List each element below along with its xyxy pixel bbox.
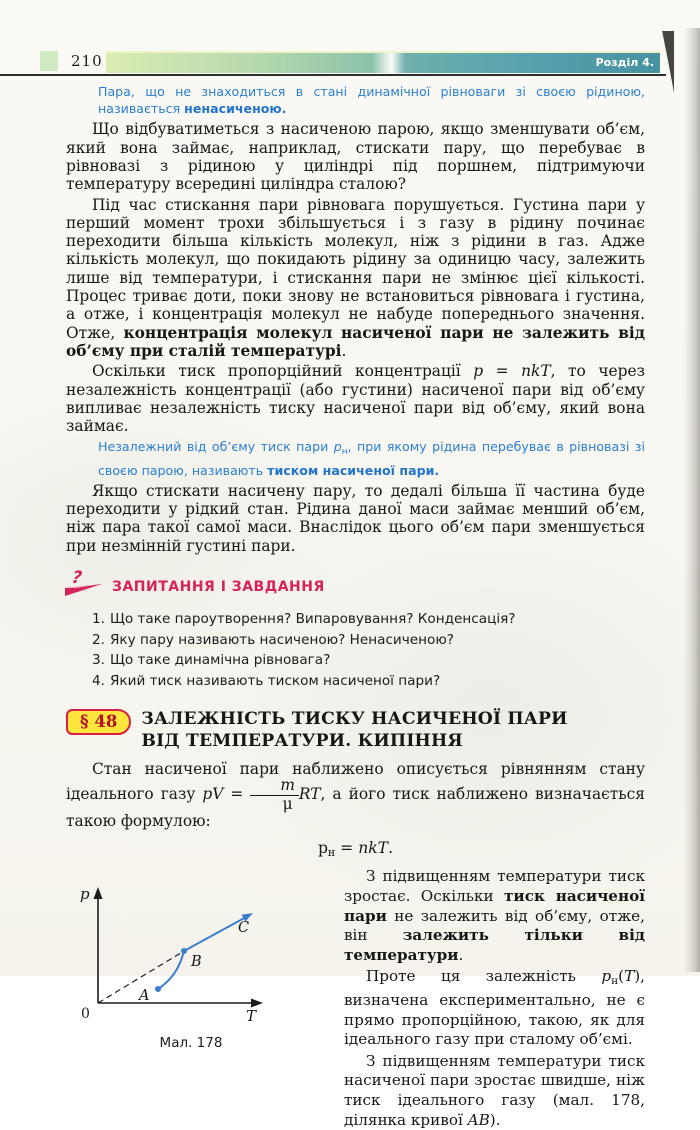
pressure-symbol: p: [317, 839, 328, 858]
inline-formula: p = nkT: [473, 362, 551, 381]
question-text: Що таке динамічна рівновага?: [109, 652, 331, 669]
text-run: Проте ця залежність: [366, 967, 602, 986]
text-run: Оскільки тиск пропорційний концентрації: [92, 362, 474, 381]
chapter-label: Розділ 4.: [595, 56, 654, 69]
body-paragraph-1: Що відбуватиметься з насиченою парою, якщо зменшувати об’єм, який вона займає, наприклад, стискати пару, що перебуває в рівновазі з рідиною у циліндрі під поршнем, підтримуючи температуру всередині циліндра сталою?: [66, 120, 645, 194]
text-run: ).: [489, 1110, 501, 1129]
equals-sign: =: [223, 785, 251, 804]
pressure-subscript: н: [611, 974, 619, 988]
question-text: Яку пару називають насиченою? Ненасиченою?: [109, 631, 455, 648]
page-content: [66, 80, 645, 1130]
section-heading: [66, 709, 645, 752]
chapter-header-bar: [106, 51, 660, 73]
text-run: , визначена експериментально, не є прямо пропорційною, такою, як для ідеального газу при сталому об’ємі.: [344, 967, 645, 1049]
point-C-label: C: [238, 920, 250, 937]
definition-term: ненасиченою.: [184, 101, 287, 117]
point-A-label: A: [139, 988, 150, 1005]
y-axis-arrow: [94, 887, 103, 899]
point-A-dot: [155, 986, 161, 992]
pressure-subscript: н: [341, 447, 348, 458]
question-text: Який тиск називають тиском насиченої пари?: [109, 672, 441, 689]
text-run: ): [634, 967, 641, 986]
question-number: 1.: [92, 611, 105, 628]
question-item: [92, 609, 645, 630]
bold-statement: концентрація молекул насиченої пари не залежить від об’єму при сталій температурі: [66, 323, 645, 360]
question-number: 2.: [92, 631, 105, 648]
definition-unsaturated: [98, 83, 645, 117]
page-number: 210: [71, 52, 103, 70]
text-run: , а його тиск наближено визначається такою формулою:: [66, 785, 645, 831]
text-run: Під час стискання пари рівновага порушується. Густина пари у перший момент трохи збільшується і з газу в рідину починає переходити більша кількість молекул, ніж з рідини в газ. Адже кількість молекул, що покидають рідину за одиницю часу, залежить лише від температури, і стискання пари не змінює цієї кількості. Процес триває доти, поки знову не встановиться рівновага і густина, а отже, і концентрація молекул не набуде попереднього значення. Отже,: [66, 195, 645, 342]
formula-expression: nkT: [358, 839, 389, 858]
temperature-symbol: T: [624, 967, 635, 986]
definition-text: Незалежний від об’єму тиск пари: [98, 439, 334, 455]
section-intro-paragraph: [66, 760, 645, 830]
pressure-symbol: p: [333, 439, 342, 455]
y-axis-label: p: [80, 885, 90, 904]
origin-label: 0: [81, 1006, 90, 1023]
header-green-block: [40, 51, 58, 71]
question-number: 4.: [92, 672, 105, 689]
question-text: Що таке пароутворення? Випаровування? Конденсація?: [109, 611, 516, 628]
body-paragraph-3: [66, 362, 645, 435]
fraction-numerator: m: [250, 778, 299, 795]
formula-pv: pV: [202, 785, 224, 804]
pressure-symbol: p: [601, 967, 612, 986]
pressure-subscript: н: [327, 846, 336, 860]
point-B-label: B: [191, 954, 202, 971]
question-mark-glyph: ?: [70, 568, 84, 589]
definition-term: тиском насиченої пари.: [267, 462, 440, 478]
questions-header: [64, 568, 645, 599]
definition-text: Пара, що не знаходиться в стані динамічної рівноваги зі своєю рідиною, називається: [98, 84, 645, 117]
definition-text: , при якому рідина перебуває в рівновазі зі своєю парою, називають: [98, 439, 646, 478]
figure-178-graph: [72, 881, 310, 1031]
text-run: Стан насиченої пари наближено описується рівнянням стану ідеального: [66, 760, 645, 804]
x-axis-label: T: [246, 1007, 257, 1026]
text-run: газу: [160, 785, 203, 804]
question-flag-icon: [64, 568, 104, 599]
fraction-denominator: μ: [282, 794, 293, 813]
question-item: [92, 671, 645, 692]
fraction-m-over-mu: [250, 778, 299, 812]
bold-term: залежить тільки від температури: [344, 926, 646, 964]
definition-saturated-pressure: [98, 438, 645, 478]
section-title-line1: ЗАЛЕЖНІСТЬ ТИСКУ НАСИЧЕНОЇ ПАРИ: [141, 709, 568, 730]
curve-segment-ref: AB: [467, 1110, 490, 1129]
text-run: не залежить від об’єму, отже, він: [344, 906, 645, 945]
text-run: З підвищенням температури тиск насиченої пари зростає швидше, ніж тиск ідеального газу (мал. 178, ділянка кривої: [344, 1051, 645, 1129]
question-item: [92, 650, 645, 671]
section-title-line2: ВІД ТЕМПЕРАТУРИ. КИПІННЯ: [141, 730, 463, 751]
questions-list: [92, 609, 645, 691]
equals-sign: =: [335, 839, 359, 858]
header-rule: [0, 74, 666, 76]
section-title: [141, 709, 567, 752]
period: .: [388, 839, 394, 858]
body-paragraph-2: [66, 196, 645, 361]
text-run: .: [458, 945, 464, 964]
body-paragraph-4: Якщо стискати насичену пару, то дедалі більша її частина буде переходити у рідкий стан. Рідина даної маси займає менший об’єм, ніж пара такої самої маси. Внаслідок цього об’єм пари зменшується при незмінній густині пари.: [66, 481, 645, 555]
text-run: , то через незалежність концентрації (або густини) насиченої пари від об’єму випливає незалежність тиску насиченої пари від об’єму, який вона займає.: [66, 362, 645, 436]
right-paragraph-1: [344, 867, 645, 965]
question-item: [92, 630, 645, 651]
right-paragraph-3: [344, 1052, 645, 1130]
text-run: .: [341, 341, 347, 360]
display-formula: [66, 839, 645, 859]
question-number: 3.: [92, 652, 105, 669]
figure-caption: Мал. 178: [159, 1035, 223, 1052]
right-paragraph-2: [344, 967, 645, 1049]
paragraph-48-badge: § 48: [66, 709, 131, 735]
questions-title: ЗАПИТАННЯ І ЗАВДАННЯ: [112, 579, 325, 596]
bold-term: тиск насиченої пари: [344, 887, 645, 925]
text-run: З підвищенням температури тиск зростає. Оскільки: [344, 867, 645, 906]
page-edge-shadow: [684, 28, 700, 972]
line-BC: [184, 918, 245, 951]
point-B-dot: [181, 948, 187, 954]
curve-AB: [158, 951, 184, 989]
text-run: (: [618, 967, 625, 986]
formula-rt: RT: [298, 785, 321, 804]
